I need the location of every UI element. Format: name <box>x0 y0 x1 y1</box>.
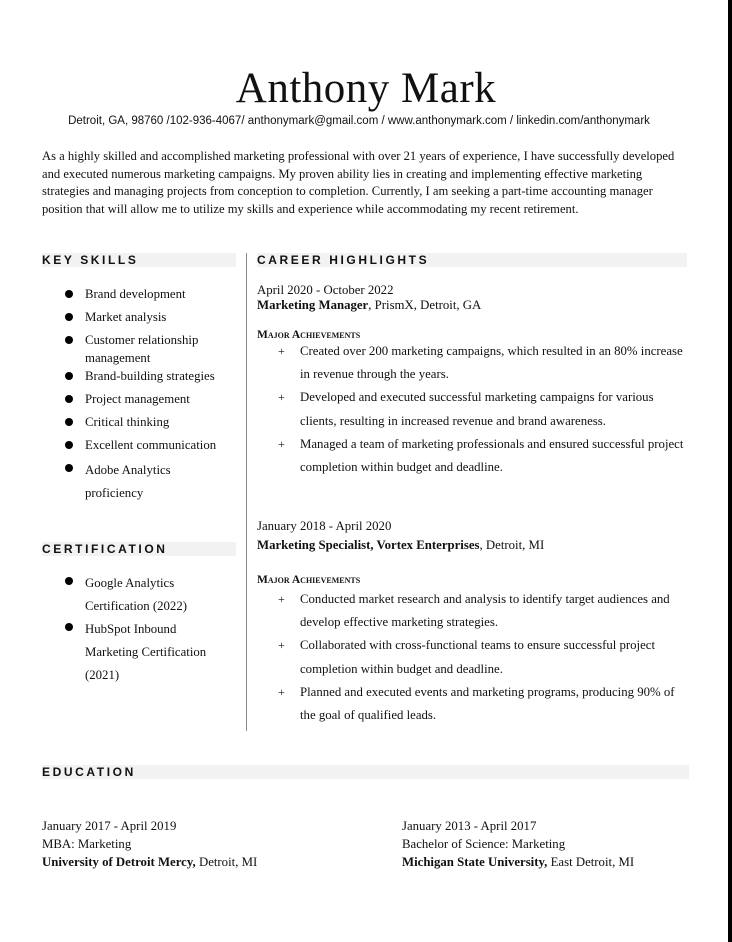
job-company-location: , Detroit, MI <box>479 538 545 552</box>
list-item: Google Analytics Certification (2022) <box>65 572 225 618</box>
education-school: University of Detroit Mercy, <box>42 855 196 869</box>
job-title-line <box>257 538 544 553</box>
list-item: HubSpot Inbound Marketing Certification (2021) <box>65 618 225 687</box>
job-title: Marketing Specialist, Vortex Enterprises <box>257 538 480 552</box>
resume-name: Anthony Mark <box>235 65 497 112</box>
column-divider <box>246 253 247 731</box>
education-dates: January 2013 - April 2017 <box>402 819 537 833</box>
education-degree: MBA: Marketing <box>42 837 132 851</box>
list-item: Adobe Analytics proficiency <box>65 459 205 505</box>
job-title: Marketing Manager <box>257 298 369 312</box>
list-item: + Collaborated with cross-functional teams to ensure successful project completion within budget and deadline. <box>257 634 689 680</box>
summary-paragraph: As a highly skilled and accomplished marketing professional with over 21 years of experience, I have successfully developed and executed numerous marketing campaigns. My proven ability lies in creating and implementing effective marketing strategies and managing projects from conception to completion. Currently, I am seeking a part-time accounting manager position that will allow me to utilize my skills and experience while accommodating my recent retirement. <box>42 149 675 216</box>
certification-list <box>65 572 225 687</box>
page-edge <box>728 0 732 942</box>
key-skills-heading: KEY SKILLS <box>42 253 236 267</box>
education-dates: January 2017 - April 2019 <box>42 819 177 833</box>
list-item: + Created over 200 marketing campaigns, which resulted in an 80% increase in revenue through the years. <box>257 340 689 386</box>
education-entry <box>42 817 257 871</box>
list-item: Project management <box>65 390 245 408</box>
education-location: East Detroit, MI <box>547 855 635 869</box>
list-item: + Developed and executed successful marketing campaigns for various clients, resulting in increased revenue and brand awareness. <box>257 386 689 432</box>
achievements-label: Major Achievements <box>257 574 361 586</box>
list-item: Excellent communication <box>65 436 245 454</box>
list-item: Market analysis <box>65 308 245 326</box>
certification-heading: CERTIFICATION <box>42 542 236 556</box>
achievements-list <box>257 588 689 727</box>
list-item: + Conducted market research and analysis to identify target audiences and develop effective marketing strategies. <box>257 588 689 634</box>
job-dates: April 2020 - October 2022 <box>257 283 394 297</box>
education-degree: Bachelor of Science: Marketing <box>402 837 566 851</box>
list-item: Customer relationship management <box>65 331 245 367</box>
education-school-line <box>402 853 634 871</box>
education-school: Michigan State University, <box>402 855 548 869</box>
list-item: Brand development <box>65 285 245 303</box>
list-item: Brand-building strategies <box>65 367 245 385</box>
achievements-list <box>257 340 689 479</box>
contact-line: Detroit, GA, 98760 /102-936-4067/ anthonymark@gmail.com / www.anthonymark.com / linkedin.com/anthonymark <box>68 115 650 127</box>
education-school-line <box>42 853 257 871</box>
job-dates: January 2018 - April 2020 <box>257 519 392 533</box>
list-item: Critical thinking <box>65 413 245 431</box>
career-highlights-heading: CAREER HIGHLIGHTS <box>257 253 687 267</box>
job-company-location: , PrismX, Detroit, GA <box>368 298 482 312</box>
education-entry <box>402 817 634 871</box>
list-item: + Managed a team of marketing professionals and ensured successful project completion within budget and deadline. <box>257 433 689 479</box>
achievements-label: Major Achievements <box>257 329 361 341</box>
education-location: Detroit, MI <box>195 855 258 869</box>
key-skills-list <box>65 285 245 505</box>
education-heading: EDUCATION <box>42 765 689 779</box>
job-title-line <box>257 298 481 313</box>
list-item: + Planned and executed events and marketing programs, producing 90% of the goal of qualified leads. <box>257 681 689 727</box>
